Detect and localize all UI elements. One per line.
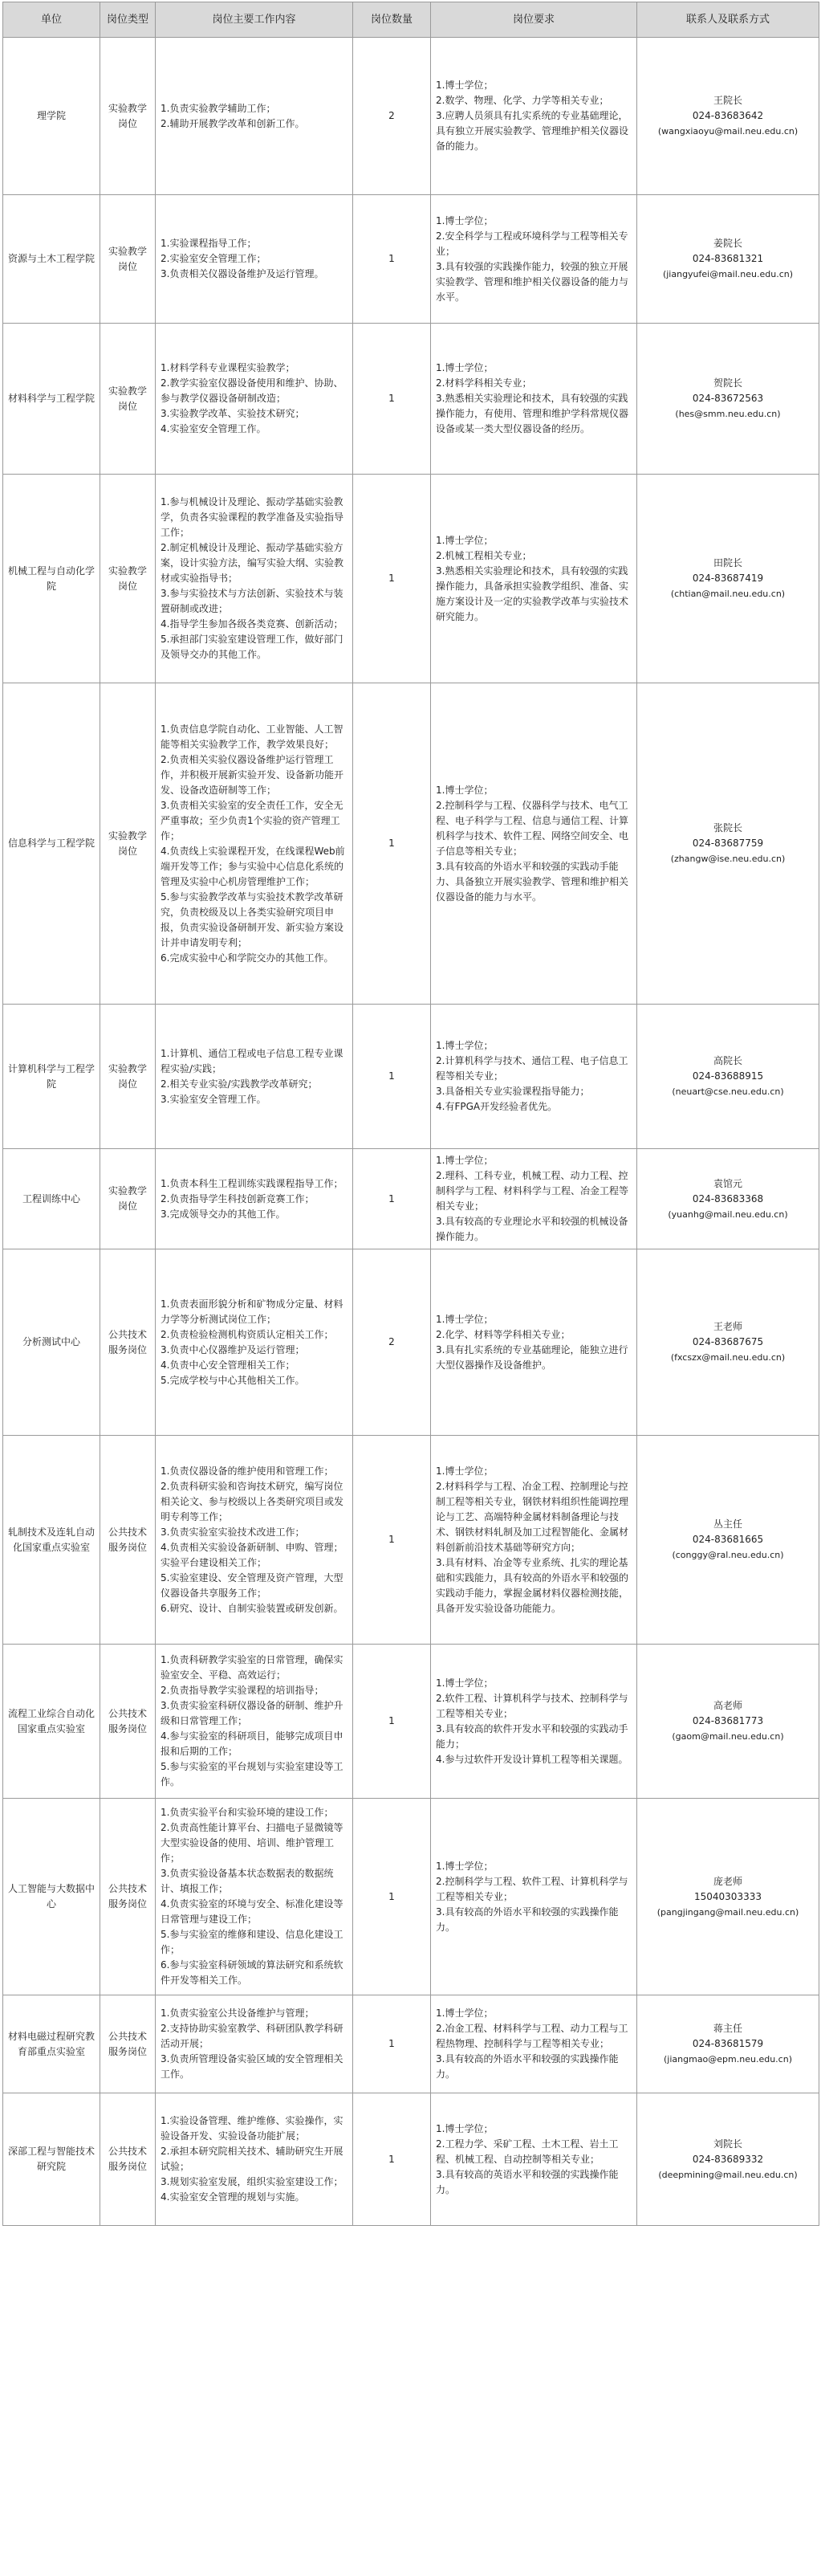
- contact-phone: 024-83683368: [692, 1192, 764, 1204]
- contact-name: 贺院长: [713, 377, 742, 389]
- duties-cell: [156, 1645, 353, 1799]
- requirement-line: 1.博士学位；: [436, 1155, 494, 1166]
- duty-line: 1.负责实验教学辅助工作；: [161, 102, 276, 114]
- position-count-cell: 1: [353, 1436, 431, 1645]
- requirement-line: 1.博士学位；: [436, 1040, 494, 1051]
- duties-cell: [156, 2093, 353, 2226]
- table-header-row: [3, 2, 819, 38]
- duty-line: 2.承担本研究院相关技术、辅助研究生开展试验；: [161, 2146, 343, 2172]
- contact-cell: [637, 1995, 819, 2093]
- duty-line: 1.负责科研教学实验室的日常管理，确保实验室安全、平稳、高效运行；: [161, 1654, 343, 1681]
- duty-line: 4.参与实验室的科研项目，能够完成项目申报和后期的工作；: [161, 1730, 343, 1757]
- contact-email[interactable]: (deepmining@mail.neu.edu.cn): [658, 2169, 798, 2180]
- requirement-line: 3.具有较高的专业理论水平和较强的机械设备操作能力。: [436, 1216, 628, 1242]
- contact-phone: 024-83689332: [692, 2153, 764, 2165]
- duty-line: 4.指导学生参加各级各类竞赛、创新活动；: [161, 618, 343, 630]
- unit-cell: 材料电磁过程研究教育部重点实验室: [3, 1995, 100, 2093]
- contact-name: 刘院长: [713, 2138, 742, 2150]
- unit-cell: 理学院: [3, 38, 100, 195]
- duty-line: 5.参与实验室的维修和建设、信息化建设工作；: [161, 1929, 343, 1955]
- duty-line: 1.负责表面形貌分析和矿物成分定量、材料力学等分析测试岗位工作；: [161, 1298, 343, 1325]
- requirement-line: 1.博士学位；: [436, 534, 494, 546]
- unit-cell: 资源与土木工程学院: [3, 195, 100, 324]
- duty-line: 3.负责实验室科研仪器设备的研制、维护升级和日常管理工作；: [161, 1700, 343, 1726]
- unit-cell: 流程工业综合自动化国家重点实验室: [3, 1645, 100, 1799]
- duty-line: 4.负责实验室的环境与安全、标准化建设等日常管理与建设工作；: [161, 1898, 343, 1925]
- duty-line: 4.负责线上实验课程开发，在线课程Web前端开发等工作；参与实验中心信息化系统的管理及实验中心机房管理维护工作；: [161, 845, 345, 887]
- position-type-cell: 公共技术服务岗位: [100, 1995, 156, 2093]
- position-count-cell: 1: [353, 324, 431, 475]
- requirement-line: 2.数学、物理、化学、力学等相关专业；: [436, 95, 609, 106]
- contact-cell: [637, 1645, 819, 1799]
- table-body: [3, 38, 819, 2226]
- contact-phone: 024-83681579: [692, 2038, 764, 2049]
- contact-cell: [637, 1005, 819, 1149]
- duty-line: 1.实验课程指导工作；: [161, 238, 257, 249]
- requirements-cell: [431, 1005, 637, 1149]
- requirement-line: 3.应聘人员须具有扎实系统的专业基础理论，具有独立开展实验教学、管理维护相关仪器设备的能力。: [436, 110, 629, 152]
- contact-email[interactable]: (yuanhg@mail.neu.edu.cn): [668, 1209, 788, 1220]
- duty-line: 1.负责本科生工程训练实践课程指导工作；: [161, 1177, 343, 1189]
- requirement-line: 2.材料科学与工程、冶金工程、控制理论与控制工程等相关专业，钢铁材料组织性能调控理论与工艺、高端特种金属材料制备理论与技术、钢铁材料轧制及加工过程智能化、金属材料创新前沿技术基础等研究方向；: [436, 1480, 629, 1553]
- contact-cell: [637, 324, 819, 475]
- contact-email[interactable]: (wangxiaoyu@mail.neu.edu.cn): [657, 126, 799, 137]
- requirements-cell: [431, 1645, 637, 1799]
- duty-line: 3.完成领导交办的其他工作。: [161, 1208, 286, 1220]
- position-type-cell: 实验教学岗位: [100, 38, 156, 195]
- requirement-line: 2.理科、工科专业，机械工程、动力工程、控制科学与工程、材料科学与工程、冶金工程等相关专业；: [436, 1170, 629, 1212]
- contact-name: 蒋主任: [713, 2023, 742, 2034]
- requirement-line: 1.博士学位；: [436, 79, 494, 91]
- contact-cell: [637, 683, 819, 1005]
- position-type-cell: 公共技术服务岗位: [100, 1645, 156, 1799]
- requirements-cell: [431, 38, 637, 195]
- position-type-cell: 实验教学岗位: [100, 324, 156, 475]
- contact-phone: 024-83688915: [692, 1070, 764, 1082]
- header-duties: 岗位主要工作内容: [156, 2, 353, 38]
- contact-phone: 15040303333: [694, 1890, 762, 1902]
- table-row: [3, 1249, 819, 1436]
- position-count-cell: 1: [353, 1005, 431, 1149]
- duties-cell: [156, 683, 353, 1005]
- duty-line: 5.实验室建设、安全管理及资产管理，大型仪器设备共享服务工作；: [161, 1571, 343, 1599]
- position-count-cell: 2: [353, 1249, 431, 1436]
- unit-cell: 材料科学与工程学院: [3, 324, 100, 475]
- contact-email[interactable]: (chtian@mail.neu.edu.cn): [670, 589, 786, 599]
- requirement-line: 3.具备相关专业实验课程指导能力；: [436, 1086, 590, 1097]
- requirement-line: 3.具有较强的实践操作能力，较强的独立开展实验教学、管理和维护相关仪器设备的能力与水平。: [436, 260, 629, 303]
- requirement-line: 2.控制科学与工程、仪器科学与技术、电气工程、电子科学与工程、信息与通信工程、计算机科学与技术、软件工程、网络空间安全、电子信息等相关专业；: [436, 799, 629, 857]
- requirement-line: 1.博士学位；: [436, 1313, 494, 1325]
- duty-line: 4.负责相关实验设备新研制、申购、管理；实验平台建设相关工作；: [161, 1541, 343, 1568]
- contact-phone: 024-83683642: [692, 110, 764, 121]
- requirement-line: 3.具有较高的外语水平和较强的实践操作能力。: [436, 1906, 619, 1933]
- requirement-line: 1.博士学位；: [436, 2122, 494, 2134]
- position-count-cell: 1: [353, 1645, 431, 1799]
- duty-line: 1.参与机械设计及理论、振动学基础实验教学，负责各实验课程的教学准备及实验指导工作；: [161, 496, 344, 538]
- position-count-cell: 1: [353, 2093, 431, 2226]
- position-count-cell: 2: [353, 38, 431, 195]
- contact-cell: [637, 475, 819, 683]
- duty-line: 4.实验室安全管理工作。: [161, 423, 266, 434]
- contact-name: 高老师: [713, 1700, 742, 1711]
- contact-name: 田院长: [713, 557, 742, 569]
- contact-phone: 024-83681773: [692, 1715, 764, 1726]
- requirements-cell: [431, 475, 637, 683]
- requirement-line: 1.博士学位；: [436, 214, 494, 226]
- contact-email[interactable]: (jiangmao@epm.neu.edu.cn): [664, 2054, 792, 2064]
- duty-line: 2.辅助开展教学改革和创新工作。: [161, 117, 305, 129]
- contact-phone: 024-83681321: [692, 253, 764, 264]
- header-contact: 联系人及联系方式: [637, 2, 819, 38]
- position-count-cell: 1: [353, 475, 431, 683]
- requirement-line: 3.具有扎实系统的专业基础理论，能独立进行大型仪器操作及设备维护。: [436, 1343, 628, 1371]
- duty-line: 3.负责相关实验室的安全责任工作，安全无严重事故；至少负责1个实验的资产管理工作；: [161, 799, 343, 842]
- requirement-line: 2.化学、材料等学科相关专业；: [436, 1328, 571, 1340]
- requirement-line: 2.软件工程、计算机科学与技术、控制科学与工程等相关专业；: [436, 1692, 628, 1719]
- contact-email[interactable]: (neuart@cse.neu.edu.cn): [672, 1086, 784, 1097]
- duty-line: 2.负责指导学生科技创新竞赛工作；: [161, 1192, 315, 1204]
- duty-line: 1.材料学科专业课程实验教学；: [161, 362, 295, 373]
- duty-line: 3.负责相关仪器设备维护及运行管理。: [161, 268, 324, 279]
- contact-cell: [637, 1799, 819, 1995]
- position-type-cell: 实验教学岗位: [100, 475, 156, 683]
- duty-line: 6.完成实验中心和学院交办的其他工作。: [161, 952, 334, 964]
- requirements-cell: [431, 1149, 637, 1249]
- unit-cell: 计算机科学与工程学院: [3, 1005, 100, 1149]
- requirement-line: 1.博士学位；: [436, 362, 494, 373]
- position-count-cell: 1: [353, 1799, 431, 1995]
- duties-cell: [156, 1249, 353, 1436]
- contact-cell: [637, 195, 819, 324]
- position-type-cell: 公共技术服务岗位: [100, 1436, 156, 1645]
- requirement-line: 1.博士学位；: [436, 1677, 494, 1689]
- duty-line: 5.完成学校与中心其他相关工作。: [161, 1374, 305, 1386]
- position-type-cell: 实验教学岗位: [100, 195, 156, 324]
- duty-line: 2.负责检验检测机构资质认定相关工作；: [161, 1328, 334, 1340]
- contact-email[interactable]: (gaom@mail.neu.edu.cn): [672, 1731, 784, 1742]
- contact-email[interactable]: (fxcszx@mail.neu.edu.cn): [670, 1352, 786, 1363]
- duty-line: 2.教学实验室仪器设备使用和维护、协助、参与教学仪器设备研制改造；: [161, 377, 343, 404]
- header-unit: 单位: [3, 2, 100, 38]
- duty-line: 1.负责实验平台和实验环境的建设工作；: [161, 1807, 334, 1818]
- duty-line: 1.负责信息学院自动化、工业智能、人工智能等相关实验教学工作，教学效果良好；: [161, 723, 343, 750]
- duty-line: 6.参与实验室科研领域的算法研究和系统软件开发等相关工作。: [161, 1959, 343, 1986]
- duty-line: 3.参与实验技术与方法创新、实验技术与装置研制或改进；: [161, 588, 343, 614]
- duties-cell: [156, 1005, 353, 1149]
- table-row: [3, 1149, 819, 1249]
- contact-phone: 024-83687759: [692, 838, 764, 849]
- duty-line: 2.负责指导教学实验课程的培训指导；: [161, 1685, 324, 1696]
- unit-cell: 人工智能与大数据中心: [3, 1799, 100, 1995]
- unit-cell: 深部工程与智能技术研究院: [3, 2093, 100, 2226]
- positions-table: [2, 2, 819, 2226]
- position-type-cell: 实验教学岗位: [100, 1149, 156, 1249]
- duty-line: 4.实验室安全管理的规划与实施。: [161, 2191, 305, 2203]
- duty-line: 3.负责实验设备基本状态数据表的数据统计、填报工作；: [161, 1868, 334, 1894]
- duties-cell: [156, 1436, 353, 1645]
- table-row: [3, 1005, 819, 1149]
- table-row: [3, 475, 819, 683]
- unit-cell: 工程训练中心: [3, 1149, 100, 1249]
- duty-line: 3.实验室安全管理工作。: [161, 1093, 266, 1105]
- contact-email[interactable]: (jiangyufei@mail.neu.edu.cn): [662, 269, 794, 279]
- table-row: [3, 1645, 819, 1799]
- duty-line: 2.相关专业实验/实践教学改革研究；: [161, 1078, 318, 1090]
- duties-cell: [156, 324, 353, 475]
- duty-line: 1.实验设备管理、维护维修、实验操作，实验设备开发、实验设备功能扩展；: [161, 2115, 343, 2142]
- requirement-line: 3.熟悉相关实验理论和技术，具有较强的实践操作能力，有使用、管理和维护学科常规仪器设备或某一类大型仪器设备的经历。: [436, 393, 629, 434]
- requirement-line: 2.计算机科学与技术、通信工程、电子信息工程等相关专业；: [436, 1055, 628, 1082]
- duty-line: 5.承担部门实验室建设管理工作，做好部门及领导交办的其他工作。: [161, 634, 343, 660]
- contact-email[interactable]: (conggy@ral.neu.edu.cn): [672, 1550, 784, 1560]
- table-row: [3, 324, 819, 475]
- contact-name: 王院长: [713, 95, 742, 106]
- table-row: [3, 1799, 819, 1995]
- contact-cell: [637, 38, 819, 195]
- contact-phone: 024-83687675: [692, 1336, 764, 1347]
- duties-cell: [156, 38, 353, 195]
- requirement-line: 2.冶金工程、材料科学与工程、动力工程与工程热物理、控制科学与工程等相关专业；: [436, 2023, 628, 2049]
- requirement-line: 1.博士学位；: [436, 2007, 494, 2019]
- duty-line: 1.负责仪器设备的维护使用和管理工作；: [161, 1465, 334, 1477]
- contact-cell: [637, 1149, 819, 1249]
- duty-line: 2.负责科研实验和咨询技术研究，编写岗位相关论文、参与校级以上各类研究项目或发明专利等工作；: [161, 1480, 344, 1522]
- duties-cell: [156, 475, 353, 683]
- position-type-cell: 公共技术服务岗位: [100, 2093, 156, 2226]
- requirement-line: 1.博士学位；: [436, 1860, 494, 1872]
- duties-cell: [156, 1995, 353, 2093]
- unit-cell: 信息科学与工程学院: [3, 683, 100, 1005]
- contact-phone: 024-83672563: [692, 393, 764, 404]
- requirement-line: 2.控制科学与工程、软件工程、计算机科学与工程等相关专业；: [436, 1875, 628, 1902]
- position-count-cell: 1: [353, 195, 431, 324]
- table-row: [3, 195, 819, 324]
- unit-cell: 分析测试中心: [3, 1249, 100, 1436]
- duty-line: 3.负责所管理设备实验区域的安全管理相关工作。: [161, 2053, 343, 2080]
- contact-cell: [637, 1436, 819, 1645]
- header-type: 岗位类型: [100, 2, 156, 38]
- duty-line: 4.负责中心安全管理相关工作；: [161, 1359, 295, 1371]
- requirement-line: 1.博士学位；: [436, 784, 494, 796]
- duties-cell: [156, 195, 353, 324]
- duty-line: 5.参与实验室的平台规划与实验室建设等工作。: [161, 1761, 343, 1787]
- duty-line: 3.规划实验室发展，组织实验室建设工作；: [161, 2176, 343, 2187]
- requirement-line: 3.具有较高的外语水平和较强的实践操作能力。: [436, 2053, 619, 2080]
- position-count-cell: 1: [353, 1995, 431, 2093]
- header-count: 岗位数量: [353, 2, 431, 38]
- requirement-line: 3.具有较高的外语水平和较强的实践动手能力、具备独立开展实验教学、管理和维护相关仪器设备的能力与水平。: [436, 860, 629, 903]
- contact-phone: 024-83687419: [692, 573, 764, 584]
- requirement-line: 2.工程力学、采矿工程、土木工程、岩土工程、机械工程、自动控制等相关专业；: [436, 2138, 619, 2165]
- requirements-cell: [431, 324, 637, 475]
- requirement-line: 2.材料学科相关专业；: [436, 377, 532, 389]
- requirement-line: 3.具有较高的英语水平和较强的实践操作能力。: [436, 2168, 619, 2195]
- duty-line: 6.研究、设计、自制实验装置或研发创新。: [161, 1602, 343, 1614]
- duty-line: 1.负责实验室公共设备维护与管理；: [161, 2007, 315, 2019]
- table-row: [3, 1436, 819, 1645]
- requirement-line: 4.参与过软件开发设计算机工程等相关课题。: [436, 1753, 628, 1765]
- duty-line: 3.负责实验室实验技术改进工作；: [161, 1526, 305, 1538]
- requirement-line: 4.有FPGA开发经验者优先。: [436, 1101, 558, 1112]
- position-type-cell: 公共技术服务岗位: [100, 1249, 156, 1436]
- contact-name: 高院长: [713, 1055, 742, 1066]
- position-type-cell: 实验教学岗位: [100, 1005, 156, 1149]
- requirement-line: 3.具有较高的软件开发水平和较强的实践动手能力；: [436, 1722, 628, 1750]
- requirements-cell: [431, 1799, 637, 1995]
- position-count-cell: 1: [353, 1149, 431, 1249]
- requirement-line: 2.安全科学与工程或环境科学与工程等相关专业；: [436, 230, 628, 257]
- contact-name: 姜院长: [713, 238, 742, 249]
- requirement-line: 1.博士学位；: [436, 1465, 494, 1477]
- table-row: [3, 683, 819, 1005]
- contact-cell: [637, 1249, 819, 1436]
- duties-cell: [156, 1149, 353, 1249]
- duty-line: 2.制定机械设计及理论、振动学基础实验方案，设计实验方法，编写实验大纲、实验教材或实验指导书；: [161, 542, 344, 584]
- unit-cell: 机械工程与自动化学院: [3, 475, 100, 683]
- requirements-cell: [431, 1436, 637, 1645]
- position-count-cell: 1: [353, 683, 431, 1005]
- contact-email[interactable]: (hes@smm.neu.edu.cn): [675, 409, 781, 419]
- contact-name: 张院长: [713, 822, 742, 834]
- unit-cell: 轧制技术及连轧自动化国家重点实验室: [3, 1436, 100, 1645]
- requirement-line: 3.具有材料、冶金等专业系统、扎实的理论基础和实践能力，具有较高的外语水平和较强的实践动手能力，掌握金属材料仪器检测技能，具备开发实验设备功能能力。: [436, 1556, 629, 1614]
- contact-phone: 024-83681665: [692, 1534, 764, 1545]
- requirements-cell: [431, 2093, 637, 2226]
- header-req: 岗位要求: [431, 2, 637, 38]
- duty-line: 2.负责高性能计算平台、扫描电子显微镜等大型实验设备的使用、培训、维护管理工作；: [161, 1822, 343, 1864]
- requirement-line: 2.机械工程相关专业；: [436, 549, 532, 561]
- requirements-cell: [431, 683, 637, 1005]
- contact-email[interactable]: (zhangw@ise.neu.edu.cn): [670, 854, 786, 864]
- contact-name: 庞老师: [713, 1875, 742, 1887]
- contact-cell: [637, 2093, 819, 2226]
- duty-line: 3.负责中心仪器维护及运行管理；: [161, 1343, 305, 1355]
- duty-line: 2.支持协助实验室教学、科研团队教学科研活动开展；: [161, 2023, 343, 2049]
- contact-name: 王老师: [713, 1321, 742, 1332]
- table-row: [3, 2093, 819, 2226]
- requirements-cell: [431, 195, 637, 324]
- contact-name: 袁馆元: [713, 1177, 742, 1189]
- duty-line: 2.实验室安全管理工作；: [161, 253, 266, 264]
- duty-line: 5.参与实验教学改革与实验技术教学改革研究，负责校级及以上各类实验研究项目申报，负责实验设备研制开发、新实验方案设计并申请发明专利；: [161, 891, 344, 948]
- contact-name: 丛主任: [713, 1518, 742, 1530]
- duty-line: 2.负责相关实验仪器设备维护运行管理工作，并积极开展新实验开发、设备新功能开发、设备改造研制等工作；: [161, 753, 344, 796]
- table-row: [3, 38, 819, 195]
- contact-email[interactable]: (pangjingang@mail.neu.edu.cn): [656, 1906, 799, 1918]
- duties-cell: [156, 1799, 353, 1995]
- requirements-cell: [431, 1249, 637, 1436]
- position-type-cell: 公共技术服务岗位: [100, 1799, 156, 1995]
- duty-line: 1.计算机、通信工程或电子信息工程专业课程实验/实践；: [161, 1047, 343, 1074]
- requirement-line: 3.熟悉相关实验理论和技术，具有较强的实践操作能力，具备承担实验教学组织、准备、实施方案设计及一定的实验教学改革与实验技术研究能力。: [436, 565, 629, 622]
- table-row: [3, 1995, 819, 2093]
- position-type-cell: 实验教学岗位: [100, 683, 156, 1005]
- requirements-cell: [431, 1995, 637, 2093]
- duty-line: 3.实验教学改革、实验技术研究；: [161, 408, 305, 419]
